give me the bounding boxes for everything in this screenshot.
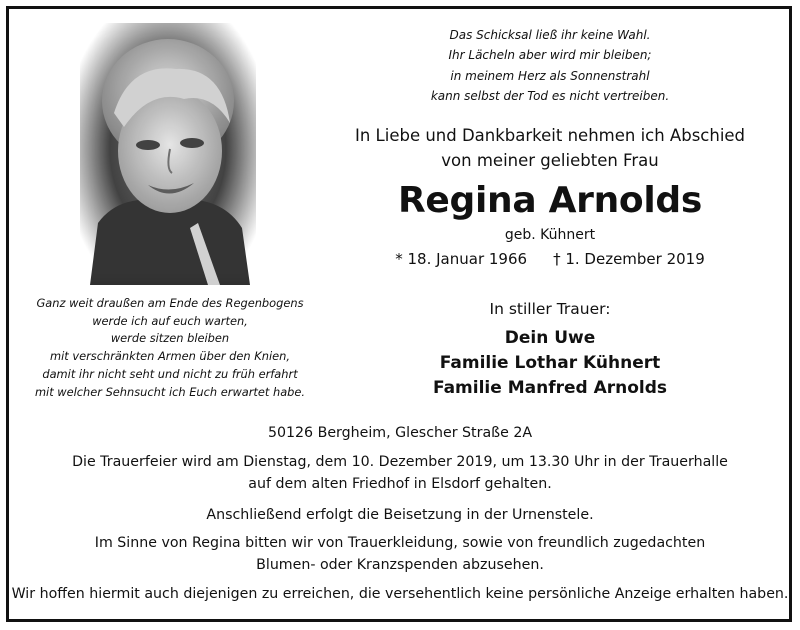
poem-line: mit verschränkten Armen über den Knien,	[50, 349, 290, 364]
address: 50126 Bergheim, Glescher Straße 2A	[267, 425, 533, 441]
ceremony-line: Die Trauerfeier wird am Dienstag, dem 10. Dezember 2019, um 13.30 Uhr in der Trauerhalle	[72, 454, 728, 470]
birth-name: geb. Kühnert	[504, 227, 596, 243]
ceremony-line: auf dem alten Friedhof in Elsdorf gehalten.	[248, 476, 552, 492]
poem-line: damit ihr nicht seht und nicht zu früh erfahrt	[42, 366, 298, 381]
closing-note: Wir hoffen hiermit auch diejenigen zu erreichen, die versehentlich keine persönliche Anzeige erhalten haben.	[11, 586, 789, 602]
poem-line: Ihr Lächeln aber wird mir bleiben;	[448, 48, 652, 63]
intro-line: von meiner geliebten Frau	[441, 150, 659, 170]
poem-line: werde sitzen bleiben	[110, 331, 230, 346]
farewell-intro	[340, 124, 760, 173]
poem-line: mit welcher Sehnsucht ich Euch erwartet habe.	[34, 384, 306, 399]
mourner-name: Familie Lothar Kühnert	[439, 353, 661, 373]
request-line: Im Sinne von Regina bitten wir von Trauerkleidung, sowie von freundlich zugedachten	[94, 535, 706, 551]
poem-line: in meinem Herz als Sonnenstrahl	[450, 68, 650, 83]
burial-info: Anschließend erfolgt die Beisetzung in der Urnenstele.	[206, 507, 594, 523]
mourning-request	[10, 532, 790, 576]
life-dates	[340, 248, 760, 270]
poem-line: Das Schicksal ließ ihr keine Wahl.	[449, 28, 651, 42]
mourner-name: Familie Manfred Arnolds	[432, 378, 668, 398]
mourner-name: Dein Uwe	[504, 328, 596, 348]
birth-date: * 18. Januar 1966	[395, 250, 528, 268]
poem-line: kann selbst der Tod es nicht vertreiben.	[430, 89, 670, 104]
mourners-list	[340, 326, 760, 401]
intro-line: In Liebe und Dankbarkeit nehmen ich Abschied	[354, 126, 746, 145]
poem-line: Ganz weit draußen am Ende des Regenbogens	[36, 296, 304, 310]
rainbow-poem	[20, 295, 320, 401]
deceased-name: Regina Arnolds	[397, 180, 702, 221]
request-line: Blumen- oder Kranzspenden abzusehen.	[256, 557, 544, 573]
mourning-label: In stiller Trauer:	[489, 300, 611, 318]
ceremony-info	[10, 451, 790, 495]
portrait-photo	[80, 23, 256, 285]
opening-poem	[380, 25, 720, 107]
death-date: † 1. Dezember 2019	[553, 250, 705, 268]
poem-line: werde ich auf euch warten,	[92, 313, 248, 328]
